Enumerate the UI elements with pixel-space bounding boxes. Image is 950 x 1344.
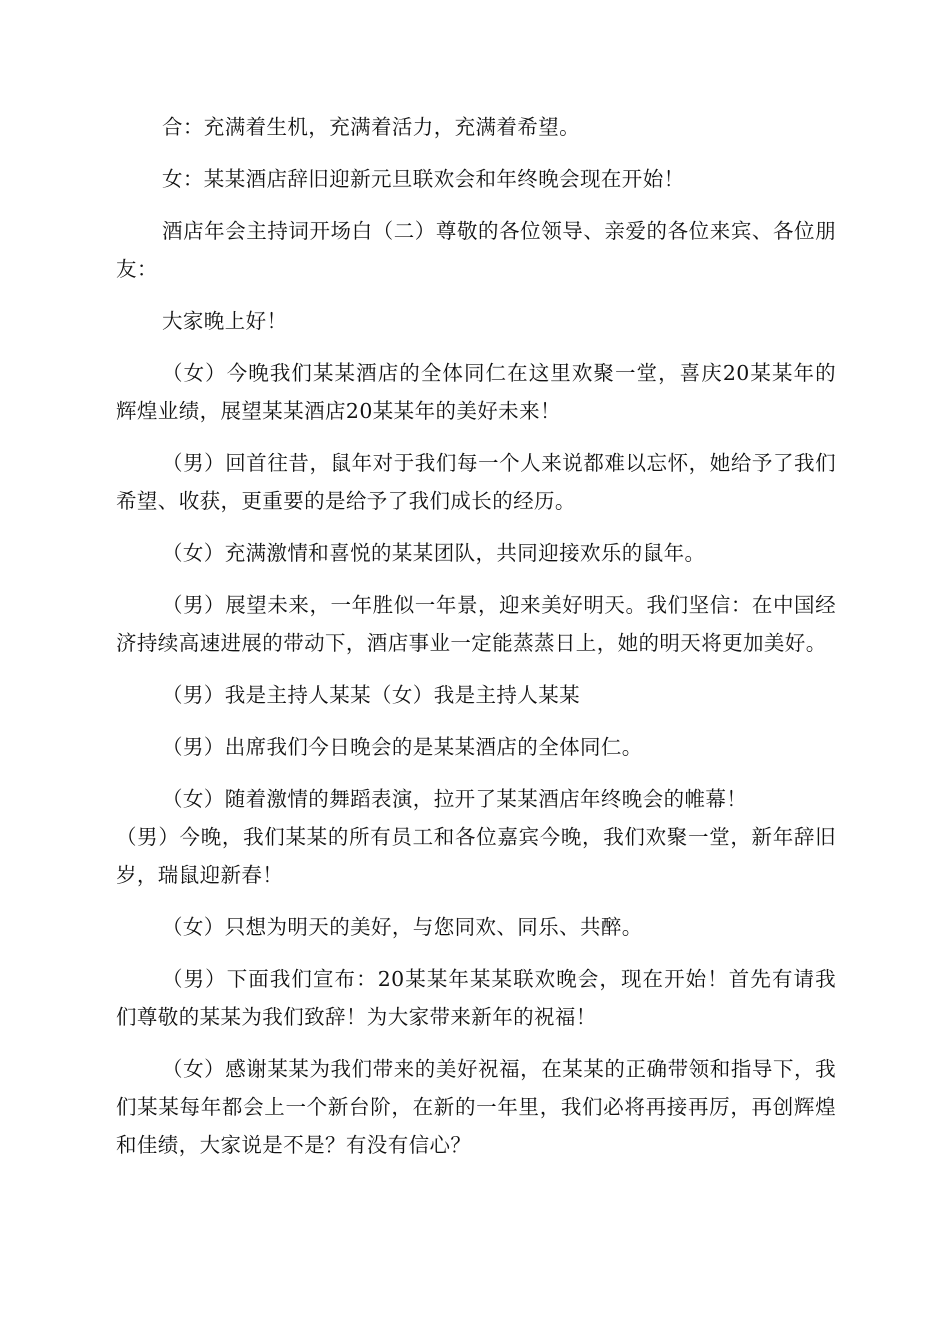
- paragraph: （女）今晚我们某某酒店的全体同仁在这里欢聚一堂，喜庆20某某年的辉煌业绩，展望某某酒店20某某年的美好未来！: [116, 361, 836, 423]
- paragraph: （男）展望未来，一年胜似一年景，迎来美好明天。我们坚信：在中国经济持续高速进展的带动下，酒店事业一定能蒸蒸日上，她的明天将更加美好。: [116, 593, 836, 655]
- paragraph: 女：某某酒店辞旧迎新元旦联欢会和年终晚会现在开始！: [162, 167, 685, 191]
- paragraph: （女）只想为明天的美好，与您同欢、同乐、共醉。: [162, 915, 643, 939]
- paragraph: （女）随着激情的舞蹈表演，拉开了某某酒店年终晚会的帷幕！: [162, 787, 748, 811]
- paragraph: 大家晚上好！: [162, 309, 288, 333]
- paragraph: （男）我是主持人某某（女）我是主持人某某: [162, 683, 580, 707]
- paragraph: （男）出席我们今日晚会的是某某酒店的全体同仁。: [162, 735, 643, 759]
- paragraph: （男）回首往昔，鼠年对于我们每一个人来说都难以忘怀，她给予了我们希望、收获，更重要的是给予了我们成长的经历。: [116, 451, 836, 513]
- document-body: [116, 108, 836, 1178]
- paragraph: （女）感谢某某为我们带来的美好祝福，在某某的正确带领和指导下，我们某某每年都会上一个新台阶，在新的一年里，我们必将再接再厉，再创辉煌和佳绩，大家说是不是？有没有信心？: [116, 1057, 836, 1157]
- paragraph: 合：充满着生机，充满着活力，充满着希望。: [162, 115, 580, 139]
- paragraph: （女）充满激情和喜悦的某某团队，共同迎接欢乐的鼠年。: [162, 541, 706, 565]
- paragraph: （男）下面我们宣布：20某某年某某联欢晚会，现在开始！首先有请我们尊敬的某某为我们致辞！为大家带来新年的祝福！: [116, 967, 836, 1029]
- paragraph: 酒店年会主持词开场白（二）尊敬的各位领导、亲爱的各位来宾、各位朋友：: [116, 219, 836, 281]
- paragraph: （男）今晚，我们某某的所有员工和各位嘉宾今晚，我们欢聚一堂，新年辞旧岁，瑞鼠迎新春！: [116, 825, 836, 887]
